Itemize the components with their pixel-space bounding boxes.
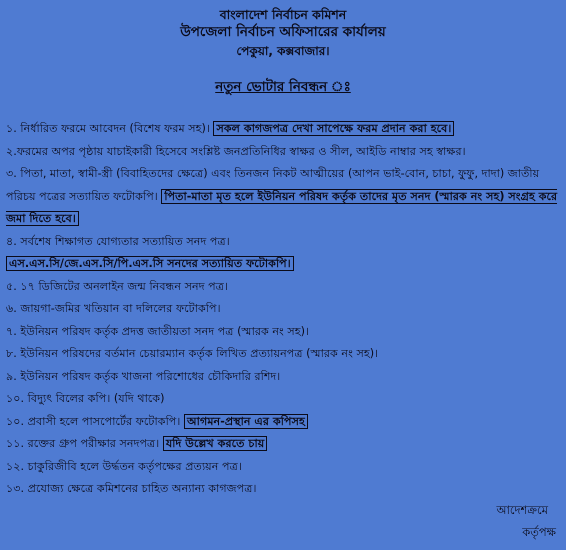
list-item xyxy=(6,298,560,321)
item-text: ৩. পিতা, মাতা, স্বামী-স্ত্রী (বিবাহিতদের ক্ষেত্রে) এবং তিনজন নিকট আত্মীয়ের (আপন ভাই-বোন, চাচা, ফুফু, দাদা) জাতীয় পরিচয় পত্রের সত্যায়িত ফটোকপি। xyxy=(6,167,540,203)
office-header xyxy=(0,0,566,60)
item-highlight: আগমন-প্রস্থান এর কপিসহ xyxy=(184,414,308,429)
item-highlight: পিতা-মাতা মৃত হলে ইউনিয়ন পরিষদ কর্তৃক তাদের মৃত সনদ (স্মারক নং সহ) সংগ্রহ করে জমা দিতে হবে। xyxy=(6,189,558,225)
list-item xyxy=(6,276,560,299)
list-item xyxy=(6,163,560,231)
section-title xyxy=(0,76,566,99)
item-text: ১. নির্ধারিত ফরমে আবেদন (বিশেষ ফরম সহ)। xyxy=(6,122,214,135)
list-item xyxy=(6,343,560,366)
list-item xyxy=(6,141,560,164)
list-item xyxy=(6,433,560,456)
list-item xyxy=(6,478,560,501)
list-item xyxy=(6,388,560,411)
item-text: ১০. প্রবাসী হলে পাসপোর্টের ফটোকপি। xyxy=(6,414,184,428)
list-item xyxy=(6,456,560,479)
list-item xyxy=(6,231,560,254)
item-highlight: এস.এস.সি/জে.এস.সি/পি.এস.সি সনদের সত্যায়িত ফটোকপি। xyxy=(6,256,294,271)
item-text: ৭. ইউনিয়ন পরিষদ কর্তৃক প্রদত্ত জাতীয়তা সনদ পত্র (স্মারক নং সহ)। xyxy=(6,324,310,338)
item-text: ১০. বিদ্যুৎ বিলের কপি। (যদি থাকে) xyxy=(6,392,165,405)
list-item xyxy=(6,321,560,344)
item-text: ৮. ইউনিয়ন পরিষদের বর্তমান চেয়ারম্যান কর্তৃক লিখিত প্রত্যায়নপত্র (স্মারক নং সহ)। xyxy=(6,347,379,360)
item-highlight: যদি উল্লেখ করতে চায় xyxy=(163,436,267,451)
footer-authority: কর্তৃপক্ষ xyxy=(522,525,556,539)
section-title-text: নতুন ভোটার নিবন্ধন ঃ xyxy=(215,79,351,95)
item-text: ৪. সর্বশেষ শিক্ষাগত যোগ্যতার সত্যায়িত সনদ পত্র। xyxy=(6,234,230,248)
item-text: ১২. চাকুরিজীবি হলে উর্দ্ধতন কর্তৃপক্ষের প্রত্যয়ন পত্র। xyxy=(6,459,242,473)
footer-order: আদেশক্রমে xyxy=(496,503,548,517)
office-name: উপজেলা নির্বাচন অফিসারের কার্যালয় xyxy=(180,24,386,40)
office-location: পেকুয়া, কক্সবাজার। xyxy=(236,44,330,58)
item-text: ২.ফরমের অপর পৃষ্ঠায় যাচাইকারী হিসেবে সংশ্লিষ্ট জনপ্রতিনিধির স্বাক্ষর ও সীল, আইডি নাম্বার সহ স্বাক্ষর। xyxy=(6,144,466,158)
list-item xyxy=(6,118,560,141)
commission-name: বাংলাদেশ নির্বাচন কমিশন xyxy=(219,7,347,22)
list-item xyxy=(6,411,560,434)
item-text: ৯. ইউনিয়ন পরিষদ কর্তৃক খাজনা পরিশোধের চৌকিদারি রশিদ। xyxy=(6,369,281,383)
item-text: ১১. রক্তের গ্রুপ পরীক্ষার সনদপত্র। xyxy=(6,437,163,450)
list-item xyxy=(6,253,560,276)
item-text: ৫. ১৭ ডিজিটের অনলাইন জন্ম নিবন্ধন সনদ পত্র। xyxy=(6,279,228,293)
item-text: ৬. জায়গা-জমির খতিয়ান বা দলিলের ফটোকপি। xyxy=(6,302,221,315)
requirements-list xyxy=(6,118,560,501)
item-text: ১৩. প্রযোজ্য ক্ষেত্রে কমিশনের চাহিত অন্যান্য কাগজপত্র। xyxy=(6,482,257,495)
list-item xyxy=(6,366,560,389)
item-highlight: সকল কাগজপত্র দেখা সাপেক্ষে ফরম প্রদান করা হবে। xyxy=(213,121,454,136)
